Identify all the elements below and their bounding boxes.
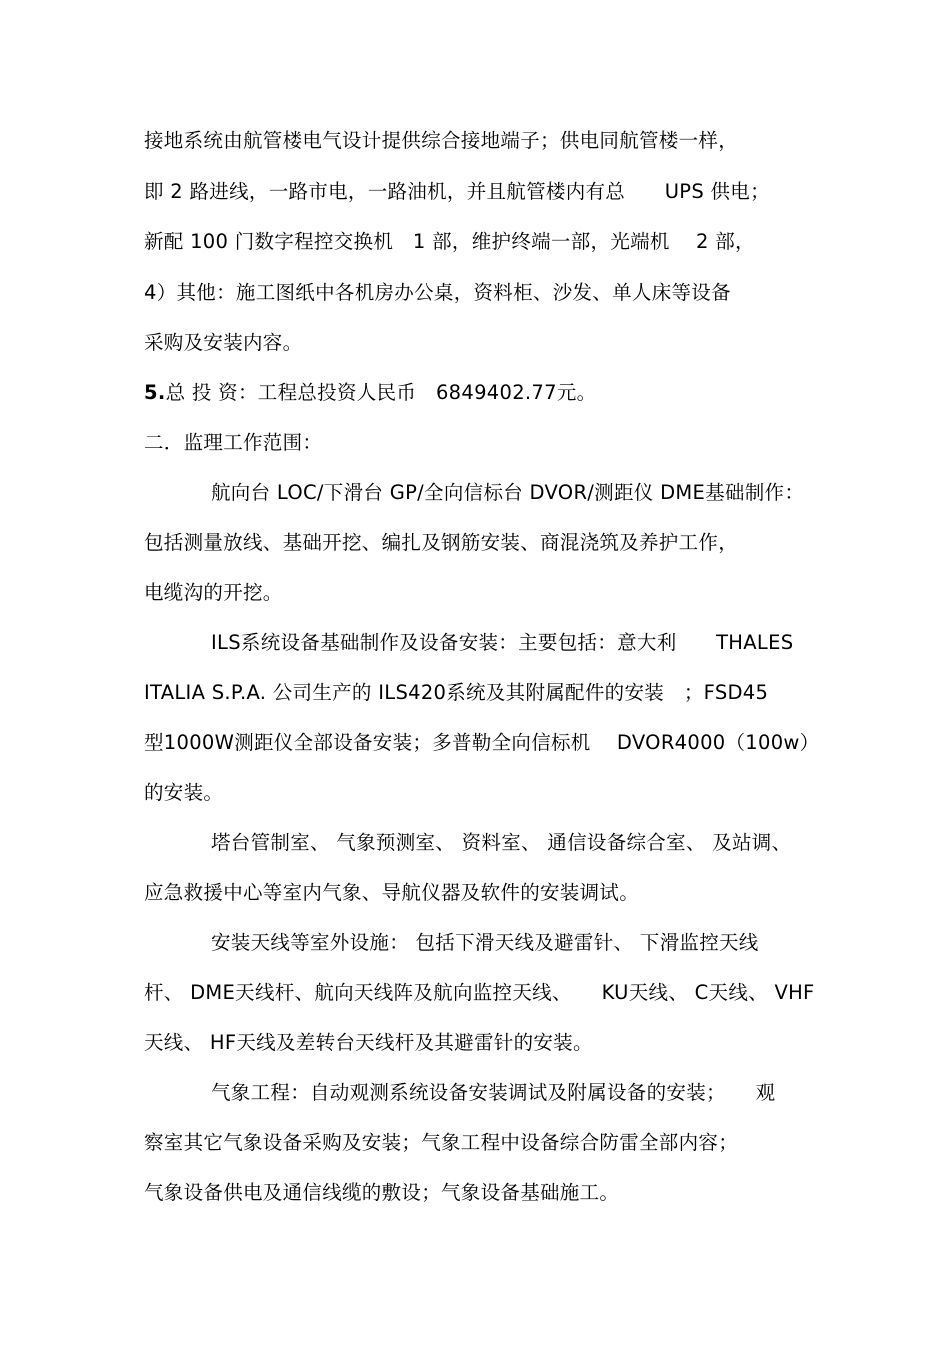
paragraph-line: 安装天线等室外设施： 包括下滑天线及避雷针、 下滑监控天线: [211, 931, 759, 954]
paragraph-line: 接地系统由航管楼电气设计提供综合接地端子；供电同航管楼一样，: [144, 129, 739, 152]
paragraph-line: 即 2 路进线，一路市电，一路油机，并且航管楼内有总 UPS 供电；: [144, 180, 770, 203]
paragraph-line: 气象设备供电及通信线缆的敷设；气象设备基础施工。: [144, 1181, 620, 1204]
paragraph-line: 采购及安装内容。: [144, 331, 303, 354]
section-heading-investment: [144, 380, 596, 406]
paragraph-line: 新配 100 门数字程控交换机 1 部，维护终端一部，光端机 2 部，: [144, 230, 755, 253]
paragraph-line: 包括测量放线、基础开挖、编扎及钢筋安装、商混浇筑及养护工作，: [144, 531, 739, 554]
paragraph-line: 杆、 DME天线杆、航向天线阵及航向监控天线、 KU天线、 C天线、 VHF: [144, 981, 815, 1004]
paragraph-line: 电缆沟的开挖。: [144, 581, 283, 604]
paragraph-line: 天线、 HF天线及差转台天线杆及其避雷针的安装。: [144, 1031, 593, 1054]
paragraph-line: 的安装。: [144, 781, 224, 804]
paragraph-line: ILS系统设备基础制作及设备安装：主要包括：意大利 THALES: [211, 631, 794, 654]
paragraph-line: 气象工程：自动观测系统设备安装调试及附属设备的安装； 观: [211, 1081, 776, 1104]
paragraph-line: 察室其它气象设备采购及安装；气象工程中设备综合防雷全部内容；: [144, 1131, 739, 1154]
paragraph-line: 航向台 LOC/下滑台 GP/全向信标台 DVOR/测距仪 DME基础制作：: [211, 481, 805, 504]
section-number: 5.: [144, 381, 166, 404]
paragraph-line: ITALIA S.P.A. 公司生产的 ILS420系统及其附属配件的安装 ；FSD45: [144, 681, 769, 704]
paragraph-line: 塔台管制室、 气象预测室、 资料室、 通信设备综合室、 及站调、: [211, 831, 792, 854]
paragraph-line: 4）其他：施工图纸中各机房办公桌，资料柜、沙发、单人床等设备: [144, 281, 731, 304]
paragraph-line: 应急救援中心等室内气象、导航仪器及软件的安装调试。: [144, 881, 640, 904]
section-heading-scope: 二．监理工作范围：: [144, 431, 323, 454]
section-heading-text: 总 投 资：工程总投资人民币 6849402.77元。: [165, 381, 597, 404]
paragraph-line: 型1000W测距仪全部设备安装；多普勒全向信标机 DVOR4000（100w）: [144, 731, 820, 754]
